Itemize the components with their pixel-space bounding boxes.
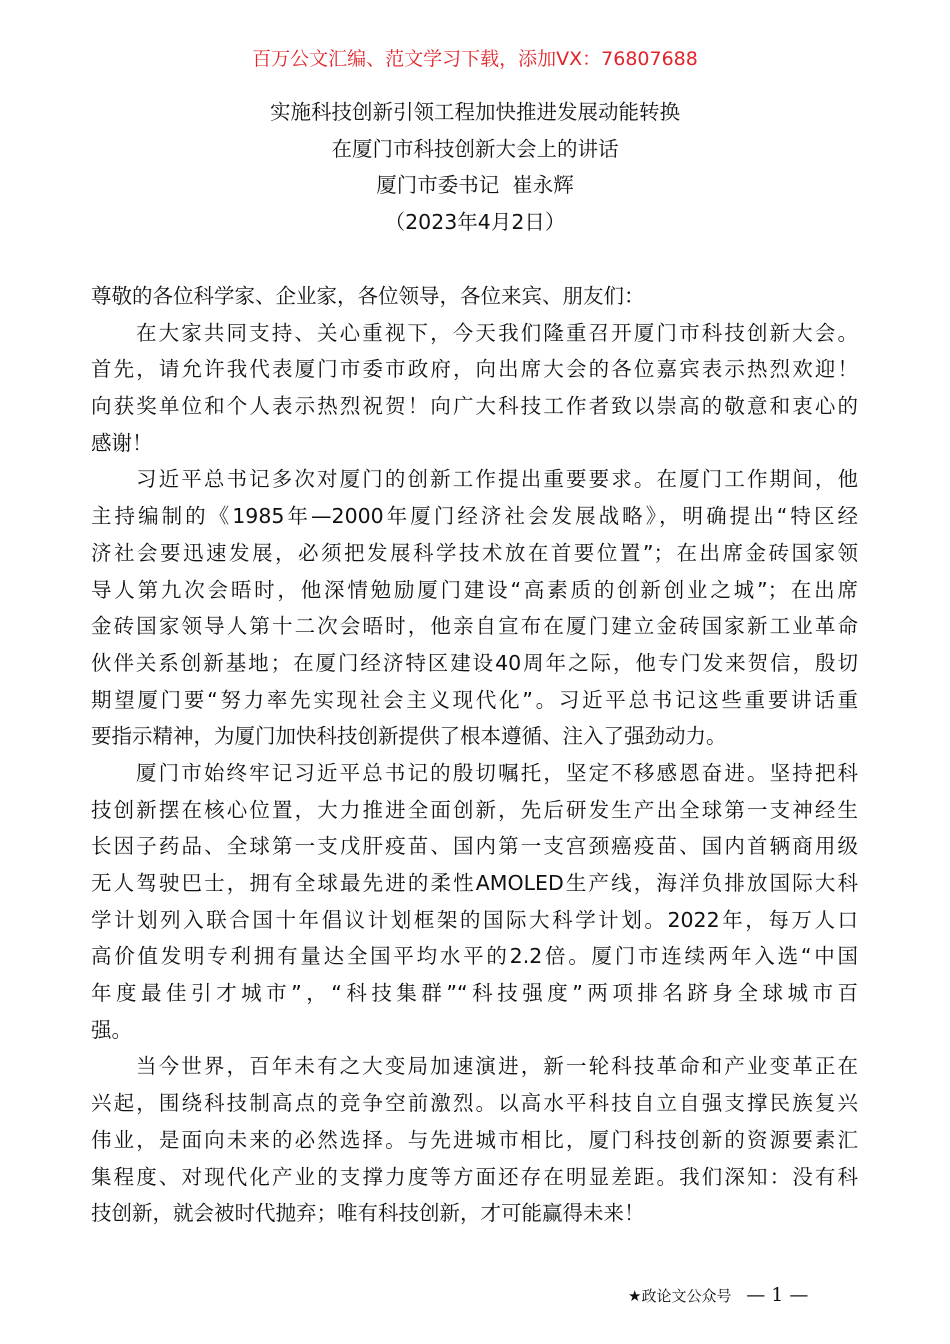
- text-line: 导人第九次会晤时，他深情勉励厦门建设“高素质的创新创业之城”；在出席: [91, 577, 858, 602]
- document-author: 厦门市委书记 崔永辉: [376, 173, 574, 197]
- text-line: 要指示精神，为厦门加快科技创新提供了根本遵循、注入了强劲动力。: [91, 724, 727, 749]
- text-line: 金砖国家领导人第十二次会晤时，他亲自宣布在厦门建立金砖国家新工业革命: [91, 614, 858, 639]
- paragraph: [91, 278, 858, 315]
- text-line: 学计划列入联合国十年倡议计划框架的国际大科学计划。2022年，每万人口: [91, 907, 858, 932]
- watermark-banner: 百万公文汇编、范文学习下载，添加VX：76807688: [252, 48, 698, 70]
- text-line: 集程度、对现代化产业的支撑力度等方面还存在明显差距。我们深知：没有科: [91, 1164, 858, 1189]
- text-line: 长因子药品、全球第一支戊肝疫苗、国内第一支宫颈癌疫苗、国内首辆商用级: [91, 834, 858, 859]
- text-line: 期望厦门要“努力率先实现社会主义现代化”。习近平总书记这些重要讲话重: [91, 687, 858, 712]
- text-line: 技创新摆在核心位置，大力推进全面创新，先后研发生产出全球第一支神经生: [91, 797, 858, 822]
- text-line: 济社会要迅速发展，必须把发展科学技术放在首要位置”；在出席金砖国家领: [91, 540, 858, 565]
- document-title: 实施科技创新引领工程加快推进发展动能转换: [270, 100, 680, 124]
- document-header: [0, 94, 950, 240]
- text-line: 感谢！: [91, 430, 153, 455]
- paragraph: [91, 461, 858, 755]
- text-line: 当今世界，百年未有之大变局加速演进，新一轮科技革命和产业变革正在: [136, 1054, 858, 1079]
- text-line: 技创新，就会被时代抛弃；唯有科技创新，才可能赢得未来！: [91, 1201, 645, 1226]
- text-line: 尊敬的各位科学家、企业家，各位领导，各位来宾、朋友们：: [91, 284, 645, 308]
- paragraph: [91, 755, 858, 1049]
- page-footer: [628, 1282, 808, 1309]
- paragraph: [91, 1048, 858, 1231]
- text-line: 兴起，围绕科技制高点的竞争空前激烈。以高水平科技自立自强支撑民族复兴: [91, 1091, 858, 1116]
- text-line: 向获奖单位和个人表示热烈祝贺！向广大科技工作者致以崇高的敬意和衷心的: [91, 394, 858, 419]
- text-line: 伟业，是面向未来的必然选择。与先进城市相比，厦门科技创新的资源要素汇: [91, 1127, 858, 1152]
- text-line: 厦门市始终牢记习近平总书记的殷切嘱托，坚定不移感恩奋进。坚持把科: [136, 760, 858, 785]
- text-line: 在大家共同支持、关心重视下，今天我们隆重召开厦门市科技创新大会。: [136, 320, 858, 345]
- text-line: 无人驾驶巴士，拥有全球最先进的柔性AMOLED生产线，海洋负排放国际大科: [91, 871, 858, 895]
- document-body: [91, 278, 858, 1232]
- document-subtitle: 在厦门市科技创新大会上的讲话: [331, 136, 619, 161]
- document-date: （2023年4月2日）: [384, 209, 566, 234]
- footer-source: ★政论文公众号: [628, 1287, 732, 1305]
- page-number: — 1 —: [746, 1284, 809, 1306]
- text-line: 伙伴关系创新基地；在厦门经济特区建设40周年之际，他专门发来贺信，殷切: [91, 650, 858, 675]
- text-line: 主持编制的《1985年—2000年厦门经济社会发展战略》，明确提出“特区经: [91, 504, 858, 529]
- text-line: 强。: [91, 1017, 132, 1042]
- text-line: 习近平总书记多次对厦门的创新工作提出重要要求。在厦门工作期间，他: [136, 467, 858, 492]
- text-line: 首先，请允许我代表厦门市委市政府，向出席大会的各位嘉宾表示热烈欢迎！: [91, 357, 858, 382]
- paragraph: [91, 315, 858, 462]
- text-line: 高价值发明专利拥有量达全国平均水平的2.2倍。厦门市连续两年入选“中国: [91, 944, 858, 969]
- text-line: 年度最佳引才城市”，“科技集群”“科技强度”两项排名跻身全球城市百: [91, 981, 858, 1006]
